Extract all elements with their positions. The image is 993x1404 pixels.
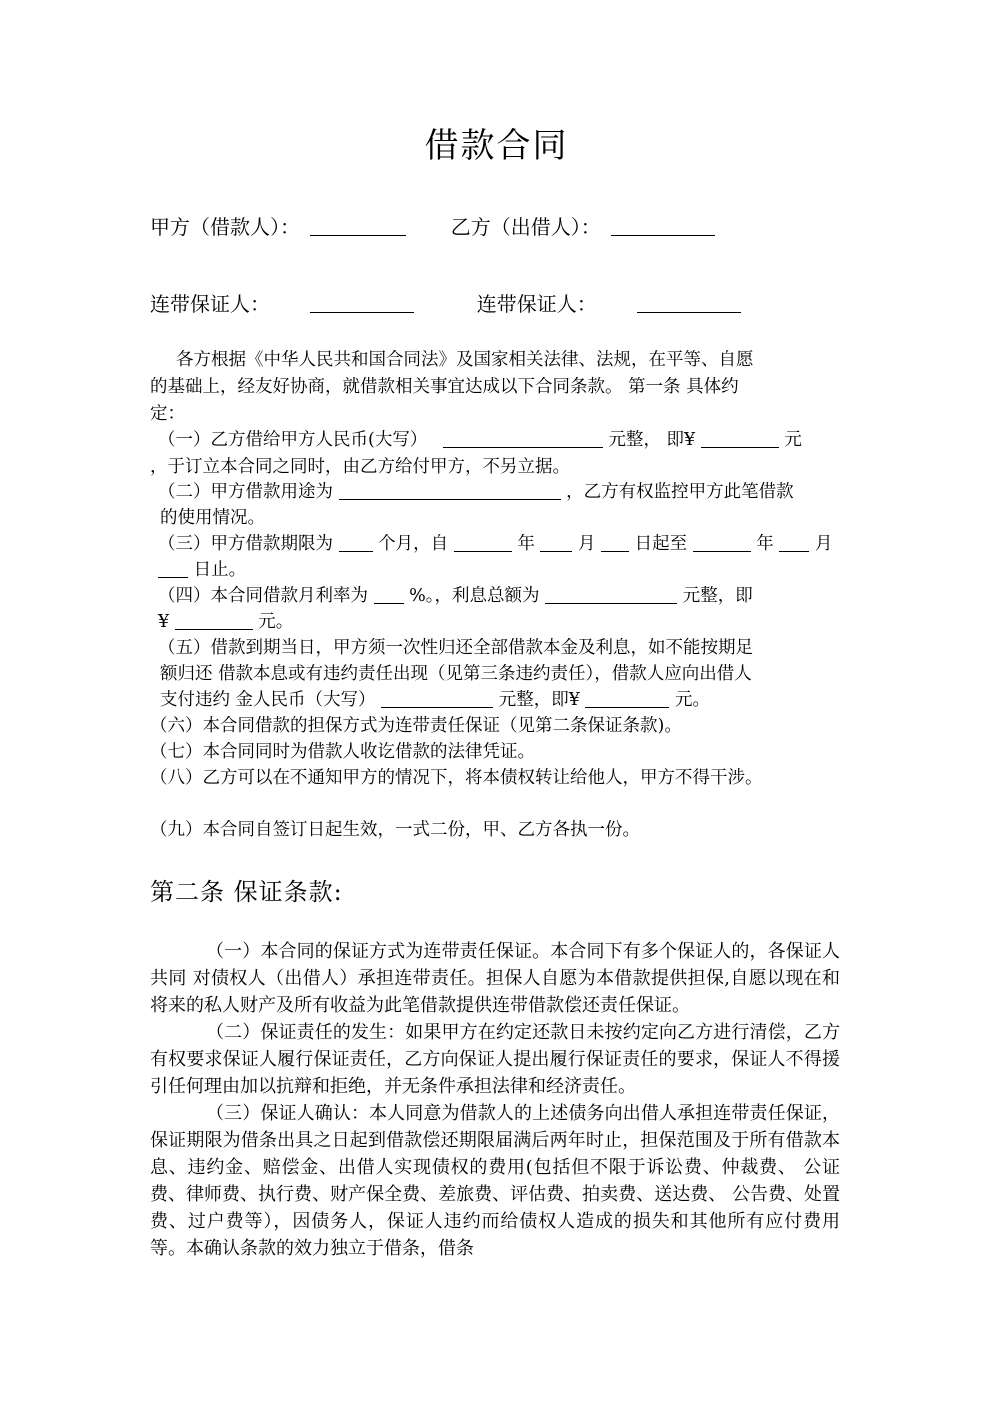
- clause-4-text-d: ¥: [158, 612, 170, 632]
- guarantee-clause-3: （三）保证人确认：本人同意为借款人的上述债务向出借人承担连带责任保证，保证期限为借条出具之日起到借款偿还期限届满后两年时止，担保范围及于所有借款本息、违约金、赔偿金、出借人实现债权的费用(包括但不限于诉讼费、仲裁费、 公证费、律师费、执行费、财产保全费、差旅费、评估费、拍卖费、送达费、 公告费、处置费、过户费等），因债务人，保证人违约而给债权人造成的损失和其他所有应付费用等。本确认条款的效力独立于借条，借条: [150, 1103, 840, 1259]
- party-row-1: [150, 211, 715, 240]
- clause-5-text-e: 元。: [675, 690, 711, 710]
- total-interest-number-blank[interactable]: [175, 613, 253, 630]
- clause-3-text-g: 月: [814, 534, 833, 554]
- guarantee-clause-1: （一）本合同的保证方式为连带责任保证。本合同下有多个保证人的，各保证人共同 对债权人（出借人）承担连带责任。担保人自愿为本借款提供担保,自愿以现在和将来的私人财产及所有收益为此笔借款提供连带借款偿还责任保证。: [150, 941, 840, 1016]
- clause-3-text-b: 个月，自: [378, 534, 449, 554]
- section-2-body: [150, 938, 840, 1262]
- clause-3-text-h: 日止。: [193, 560, 247, 580]
- party-a-blank[interactable]: [310, 217, 406, 236]
- clause-5-line-3: [160, 690, 710, 710]
- term-months-blank[interactable]: [339, 535, 373, 552]
- clause-1-line-1: [158, 430, 802, 450]
- clause-4-text-a: （四）本合同借款月利率为: [158, 586, 368, 606]
- party-a-label: 甲方（借款人）：: [150, 215, 300, 239]
- intro-line-2: 的基础上，经友好协商，就借款相关事宜达成以下合同条款。 第一条 具体约: [150, 377, 739, 397]
- guarantor-2-blank[interactable]: [637, 294, 741, 313]
- clause-7: （七）本合同同时为借款人收讫借款的法律凭证。: [150, 742, 535, 762]
- loan-amount-words-blank[interactable]: [443, 431, 603, 448]
- party-b-label: 乙方（出借人）：: [450, 215, 601, 239]
- clause-3-line-1: [158, 534, 832, 554]
- clause-3-text-f: 年: [756, 534, 774, 554]
- guarantee-clause-2: （二）保证责任的发生：如果甲方在约定还款日未按约定向乙方进行清偿，乙方有权要求保证人履行保证责任，乙方向保证人提出履行保证责任的要求，保证人不得援引任何理由加以抗辩和拒绝，并无条件承担法律和经济责任。: [150, 1022, 840, 1097]
- penalty-words-blank[interactable]: [381, 691, 493, 708]
- party-row-2: [150, 288, 741, 317]
- clause-4-line-1: [158, 586, 753, 606]
- clause-4-text-c: 元整，即: [682, 586, 753, 606]
- clause-5-line-1: （五）借款到期当日，甲方须一次性归还全部借款本金及利息，如不能按期足: [158, 638, 753, 658]
- clause-1-line-2: ，于订立本合同之同时，由乙方给付甲方，不另立据。: [150, 457, 570, 477]
- start-month-blank[interactable]: [540, 535, 572, 552]
- end-year-blank[interactable]: [693, 535, 751, 552]
- loan-purpose-blank[interactable]: [339, 483, 561, 500]
- total-interest-blank[interactable]: [545, 587, 677, 604]
- clause-5-text-c: 支付违约 金人民币（大写）: [160, 690, 376, 710]
- clause-3-text-c: 年: [517, 534, 535, 554]
- clause-4-text-b: %。，利息总额为: [409, 586, 540, 606]
- guarantor-2-label: 连带保证人：: [476, 292, 597, 316]
- penalty-number-blank[interactable]: [585, 691, 669, 708]
- start-year-blank[interactable]: [454, 535, 512, 552]
- clause-1-text-a: （一）乙方借给甲方人民币(大写）: [158, 430, 428, 450]
- clause-5-line-2: 额归还 借款本息或有违约责任出现（见第三条违约责任），借款人应向出借人: [160, 664, 752, 684]
- clause-2-line-2: 的使用情况。: [160, 508, 265, 528]
- clause-4-text-e: 元。: [258, 612, 294, 632]
- end-day-blank[interactable]: [158, 561, 188, 578]
- clause-2-text-b: ，乙方有权监控甲方此笔借款: [566, 482, 794, 502]
- clause-9: （九）本合同自签订日起生效，一式二份，甲、乙方各执一份。: [150, 820, 640, 840]
- clause-3-text-a: （三）甲方借款期限为: [158, 534, 333, 554]
- clause-2-line-1: [158, 482, 794, 502]
- clause-5-text-d: 元整，即¥: [498, 690, 580, 710]
- loan-amount-number-blank[interactable]: [701, 431, 779, 448]
- clause-2-text-a: （二）甲方借款用途为: [158, 482, 333, 502]
- monthly-rate-blank[interactable]: [374, 587, 404, 604]
- section-2-heading: 第二条 保证条款:: [150, 878, 343, 906]
- party-b-blank[interactable]: [611, 217, 715, 236]
- end-month-blank[interactable]: [779, 535, 809, 552]
- clause-1-text-c: 元: [784, 430, 802, 450]
- clause-4-line-2: [158, 612, 293, 632]
- intro-line-3: 定：: [150, 404, 185, 424]
- clause-8: （八）乙方可以在不通知甲方的情况下，将本债权转让给他人，甲方不得干涉。: [150, 768, 763, 788]
- clause-3-text-d: 月: [577, 534, 596, 554]
- clause-3-text-e: 日起至: [634, 534, 688, 554]
- clause-6: （六）本合同借款的担保方式为连带责任保证（见第二条保证条款)。: [150, 716, 682, 736]
- document-title: 借款合同: [424, 126, 569, 166]
- clause-1-text-b: 元整， 即¥: [608, 430, 696, 450]
- guarantor-1-blank[interactable]: [310, 294, 414, 313]
- intro-line-1: 各方根据《中华人民共和国合同法》及国家相关法律、法规，在平等、自愿: [176, 350, 754, 370]
- guarantor-1-label: 连带保证人：: [150, 292, 270, 316]
- clause-3-line-2: [158, 560, 246, 580]
- start-day-blank[interactable]: [601, 535, 629, 552]
